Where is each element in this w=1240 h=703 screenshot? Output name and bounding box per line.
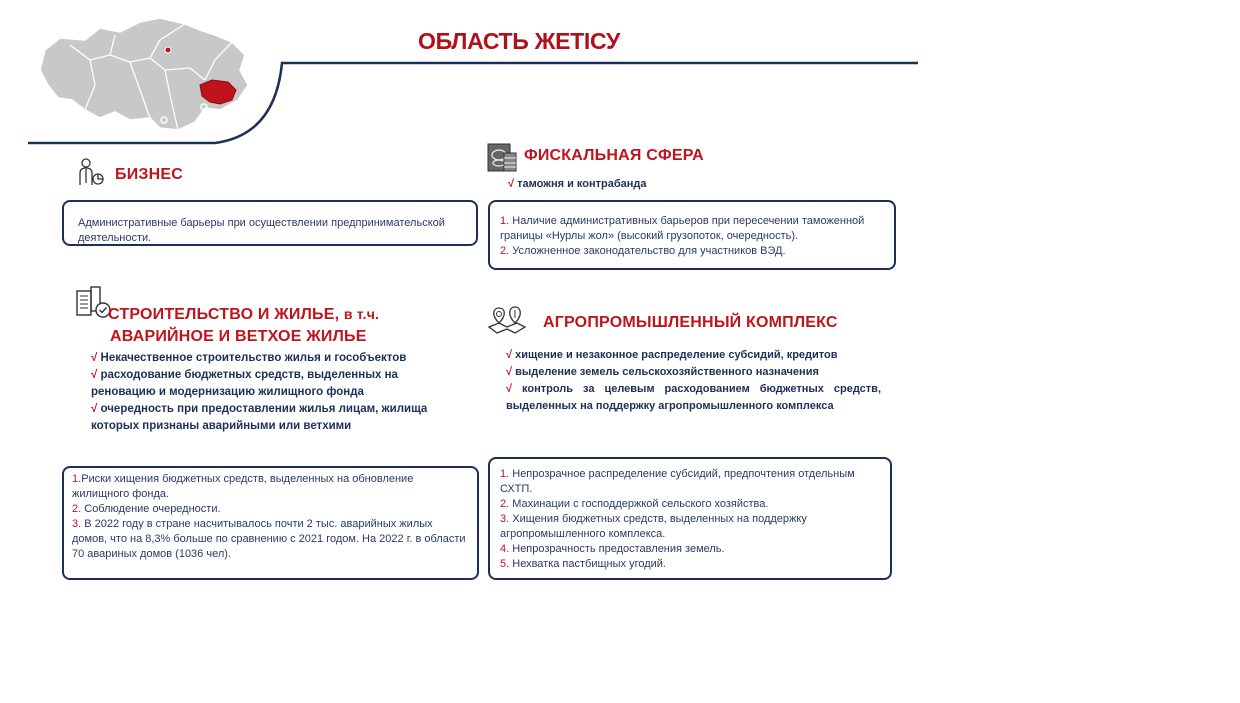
construction-bullet: √ расходование бюджетных средств, выделенных на реновацию и модернизацию жилищного фонда (91, 369, 398, 398)
fiscal-title: ФИСКАЛЬНАЯ СФЕРА (524, 147, 704, 164)
agro-item: 3. Хищения бюджетных средств, выделенных на поддержку агропромышленного комплекса. (500, 513, 807, 540)
check-icon: √ (508, 178, 515, 190)
construction-bullet: √ очередность при предоставлении жилья лицам, жилища которых признаны аварийными или ветхими (91, 403, 428, 432)
fiscal-item: 1. Наличие административных барьеров при пересечении таможенной границы «Нурлы жол» (высокий грузопоток, очередность). (500, 215, 865, 242)
buildings-check-icon (75, 285, 111, 319)
fiscal-box (488, 200, 896, 270)
construction-item: 1.Риски хищения бюджетных средств, выделенных на обновление жилищного фонда. (72, 473, 414, 500)
kazakhstan-map-icon (40, 18, 248, 130)
construction-title: СТРОИТЕЛЬСТВО И ЖИЛЬЕ, в т.ч. АВАРИЙНОЕ И ВЕТХОЕ ЖИЛЬЕ (108, 306, 380, 345)
agro-item: 5. Нехватка пастбищных угодий. (500, 558, 666, 570)
business-person-chart-icon (74, 157, 106, 187)
agro-item: 4. Непрозрачность предоставления земель. (500, 543, 725, 555)
construction-bullet: √ Некачественное строительство жилья и гособъектов (91, 352, 407, 364)
business-box-text: Административные барьеры при осуществлении предпринимательской деятельности. (78, 217, 445, 244)
agro-bullet: √ выделение земель сельскохозяйственного назначения (506, 366, 819, 378)
construction-box (62, 466, 479, 580)
business-box (62, 200, 478, 246)
business-title: БИЗНЕС (115, 166, 184, 183)
page-title: ОБЛАСТЬ ЖЕТІСУ (418, 28, 621, 54)
agro-title: АГРОПРОМЫШЛЕННЫЙ КОМПЛЕКС (543, 314, 838, 331)
map-pins-icon (487, 305, 527, 335)
agro-bullet: √ контроль за целевым расходованием бюджетных средств, выделенных на поддержку агропромышленного комплекса (506, 383, 881, 412)
header-decoration (0, 0, 930, 150)
money-coins-icon (487, 143, 517, 173)
agro-bullets (506, 347, 881, 415)
fiscal-item: 2. Усложненное законодательство для участников ВЭД. (500, 245, 786, 257)
construction-item: 3. В 2022 году в стране насчитывалось почти 2 тыс. аварийных жилых домов, что на 8,3% больше по сравнению с 2021 годом. На 2022 г. в области 70 авариных домов (1036 чел). (72, 518, 466, 560)
agro-item: 2. Махинации с господдержкой сельского хозяйства. (500, 498, 769, 510)
agro-box (488, 457, 892, 580)
agro-bullet: √ хищение и незаконное распределение субсидий, кредитов (506, 349, 838, 361)
construction-item: 2. Соблюдение очередности. (72, 503, 221, 515)
agro-item: 1. Непрозрачное распределение субсидий, предпочтения отдельным СХТП. (500, 468, 855, 495)
fiscal-bullet: √ таможня и контрабанда (508, 178, 647, 190)
construction-bullets (91, 350, 461, 435)
